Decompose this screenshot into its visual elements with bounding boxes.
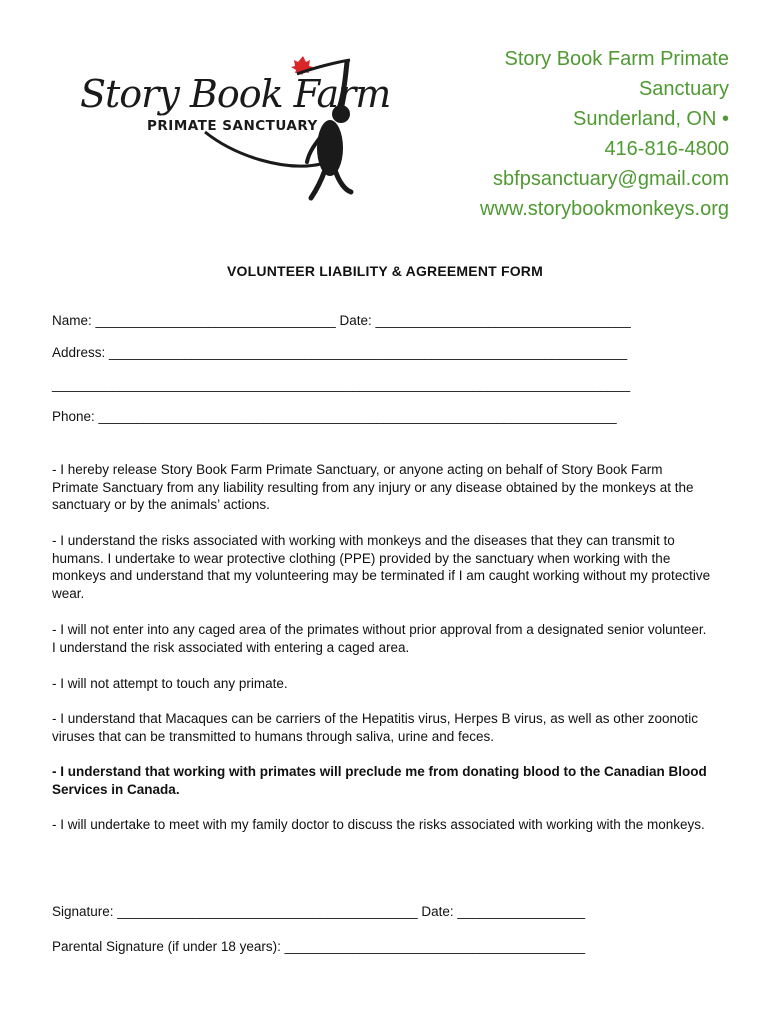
- contact-org-line2: Sanctuary: [638, 78, 729, 100]
- sanctuary-logo: [75, 52, 391, 212]
- risks-paragraph: - I understand the risks associated with working with monkeys and the diseases that they can transmit to humans. I undertake to wear protective clothing (PPE) provided by the sanctuary when working with the monkeys and understand that my volunteering may be terminated if I am caught working without my protective wear.: [52, 533, 711, 601]
- signature-field[interactable]: Signature: ________________________________________ Date: _________________: [52, 904, 586, 919]
- doctor-paragraph: - I will undertake to meet with my family doctor to discuss the risks associated with working with the monkeys.: [52, 817, 705, 832]
- logo-script-text: Story Book Farm: [80, 72, 391, 116]
- contact-block: [369, 44, 729, 224]
- form-title: VOLUNTEER LIABILITY & AGREEMENT FORM: [227, 263, 543, 279]
- no-touch-paragraph: - I will not attempt to touch any primate.: [52, 676, 288, 691]
- macaques-paragraph: - I understand that Macaques can be carriers of the Hepatitis virus, Herpes B virus, as well as other zoonotic viruses that can be transmitted to humans through saliva, urine and feces.: [52, 711, 699, 744]
- contact-location: Sunderland, ON •: [573, 108, 729, 130]
- address-field-line2[interactable]: _____________________________________________________________________________: [52, 377, 631, 392]
- contact-phone: 416-816-4800: [604, 138, 729, 160]
- blood-donation-paragraph: - I understand that working with primates will preclude me from donating blood to the Canadian Blood Services in Canada.: [52, 764, 707, 797]
- logo-subtitle: PRIMATE SANCTUARY: [147, 118, 318, 134]
- phone-field[interactable]: Phone: _____________________________________________________________________: [52, 409, 617, 424]
- contact-org-line1: Story Book Farm Primate: [504, 48, 729, 70]
- parental-signature-field[interactable]: Parental Signature (if under 18 years): ________________________________________: [52, 939, 585, 954]
- contact-email: sbfpsanctuary@gmail.com: [493, 168, 729, 190]
- release-paragraph: - I hereby release Story Book Farm Primate Sanctuary, or anyone acting on behalf of Story Book Farm Primate Sanctuary from any liability resulting from any injury or any disease obtained by the monkeys at the sanctuary or by the animals’ actions.: [52, 462, 694, 513]
- name-date-field[interactable]: Name: ________________________________ Date: __________________________________: [52, 313, 631, 328]
- address-field[interactable]: Address: _____________________________________________________________________: [52, 345, 628, 360]
- caged-area-paragraph: - I will not enter into any caged area of the primates without prior approval from a designated senior volunteer. I understand the risk associated with entering a caged area.: [52, 622, 707, 655]
- contact-website: www.storybookmonkeys.org: [480, 198, 729, 220]
